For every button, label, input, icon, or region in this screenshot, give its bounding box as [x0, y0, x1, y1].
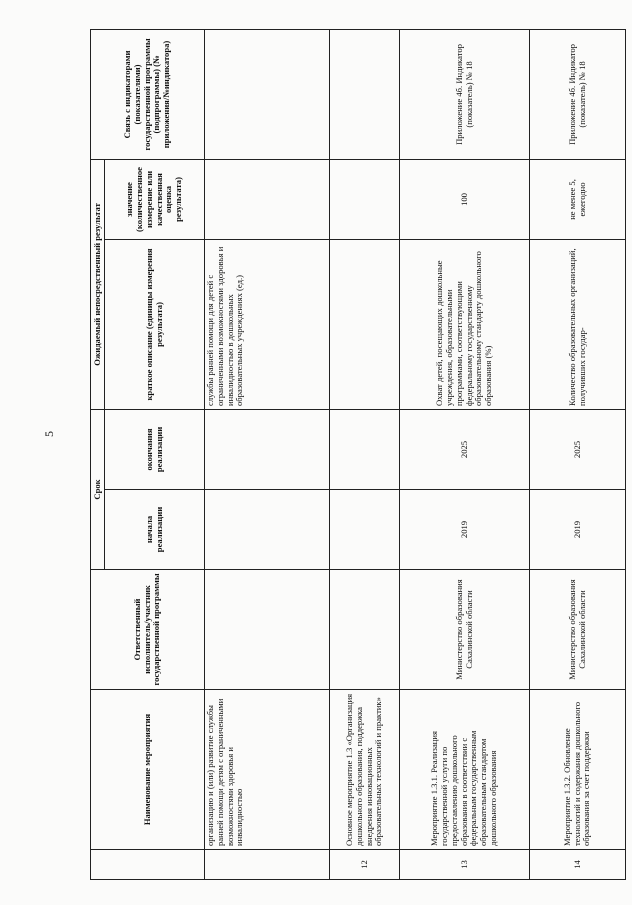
table-row — [330, 29, 400, 879]
header-row-top — [91, 29, 105, 879]
header-link: Связь с индикаторами (показателями) государственной программы (подпрограммы) (№ приложения/№индикатора) — [91, 29, 205, 159]
row-start — [205, 490, 330, 570]
activities-table — [90, 29, 626, 880]
row-value — [330, 159, 400, 239]
row-responsible: Министерство образования Сахалинской области — [530, 570, 626, 690]
table-row — [205, 29, 330, 879]
row-start: 2019 — [530, 490, 626, 570]
row-number: 14 — [530, 850, 626, 880]
row-value: 100 — [400, 159, 530, 239]
row-number: 12 — [330, 850, 400, 880]
row-responsible: Министерство образования Сахалинской области — [400, 570, 530, 690]
row-responsible — [330, 570, 400, 690]
header-name: Наименование мероприятия — [91, 690, 205, 850]
header-period: Срок — [91, 409, 105, 569]
row-link: Приложение 4б. Индикатор (показатель) № 18 — [400, 29, 530, 159]
row-responsible — [205, 570, 330, 690]
rotated-table-wrapper — [90, 30, 625, 880]
table-row — [530, 29, 626, 879]
row-value — [205, 159, 330, 239]
row-link — [330, 29, 400, 159]
header-short-desc: краткое описание (единицы измерения результата) — [105, 239, 205, 409]
row-start: 2019 — [400, 490, 530, 570]
row-start — [330, 490, 400, 570]
row-name: организацию и (или) развитие службы ранней помощи детям с ограниченными возможностями здоровья и инвалидностью — [205, 690, 330, 850]
header-result: Ожидаемый непосредственный результат — [91, 159, 105, 409]
header-start: начала реализации — [105, 490, 205, 570]
header-value: значение (количественное измерение или качественная оценка результата) — [105, 159, 205, 239]
row-number — [205, 850, 330, 880]
row-value: не менее 5, ежегодно — [530, 159, 626, 239]
row-desc: Охват детей, посещающих дошкольные учреждения, образовательными программами, соответствующими федеральному государственному образовательному стандарту дошкольного образования (%) — [400, 239, 530, 409]
row-end: 2025 — [400, 409, 530, 489]
row-desc: службы ранней помощи для детей с ограниченными возможностями здоровья и инвалидностью в дошкольных образовательных учреждениях (ед.) — [205, 239, 330, 409]
row-name: Основное мероприятие 1.3 «Организация дошкольного образования, поддержка внедрения инновационных образовательных технологий и практик» — [330, 690, 400, 850]
row-link: Приложение 4б. Индикатор (показатель) № 18 — [530, 29, 626, 159]
row-desc: Количество образовательных организаций, получивших государ- — [530, 239, 626, 409]
header-num — [91, 850, 205, 880]
table-row — [400, 29, 530, 879]
row-name: Мероприятие 1.3.2. Обновление технологий и содержания дошкольного образования за счет поддержки — [530, 690, 626, 850]
row-end: 2025 — [530, 409, 626, 489]
row-number: 13 — [400, 850, 530, 880]
row-end — [205, 409, 330, 489]
row-name: Мероприятие 1.3.1. Реализация государственной услуги по предоставлению дошкольного образования в соответствии с федеральным государственным образовательным стандартом дошкольного образования — [400, 690, 530, 850]
row-link — [205, 29, 330, 159]
row-end — [330, 409, 400, 489]
header-responsible: Ответственный исполнитель/участник государственной программы — [91, 570, 205, 690]
page-number: 5 — [42, 431, 56, 437]
header-end: окончания реализации — [105, 409, 205, 489]
row-desc — [330, 239, 400, 409]
